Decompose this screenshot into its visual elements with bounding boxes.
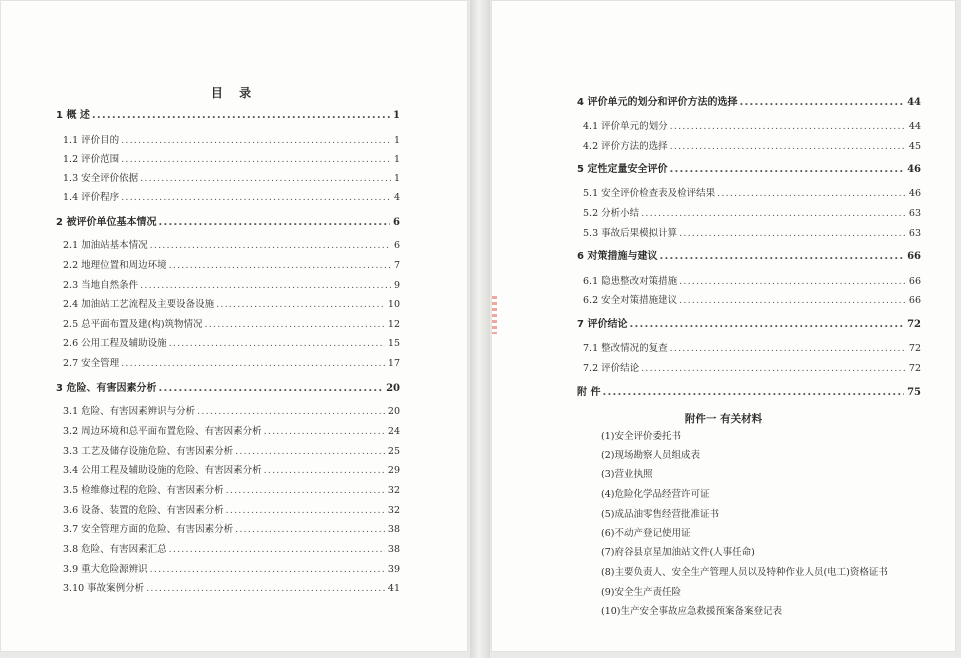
toc-leader-dots xyxy=(602,387,904,399)
toc-entry-label: 1.4 评价程序 xyxy=(63,192,120,203)
toc-leader-dots xyxy=(264,426,385,438)
toc-entry-label: 3.8 危险、有害因素汇总 xyxy=(63,544,167,555)
toc-page-number: 6 xyxy=(393,217,400,228)
toc-chapter-entry xyxy=(56,110,400,122)
toc-entry-label: 5 定性定量安全评价 xyxy=(577,164,668,175)
toc-section-entry xyxy=(63,319,400,331)
toc-entry-label: 3.7 安全管理方面的危险、有害因素分析 xyxy=(63,524,234,535)
toc-page-number: 12 xyxy=(387,319,400,330)
toc-page-number: 44 xyxy=(907,97,921,108)
toc-entry-label: 2.2 地理位置和周边环境 xyxy=(63,260,167,271)
toc-entry-label: 附 件 xyxy=(577,387,601,398)
toc-section-entry xyxy=(583,276,921,288)
toc-leader-dots xyxy=(150,240,391,252)
toc-leader-dots xyxy=(679,228,906,240)
toc-entry-label: 2.4 加油站工艺流程及主要设备设施 xyxy=(63,299,215,310)
toc-leader-dots xyxy=(146,583,385,595)
toc-leader-dots xyxy=(92,110,390,122)
appendix-item: (8)主要负责人、安全生产管理人员以及特种作业人员(电工)资格证书 xyxy=(601,567,888,578)
toc-page-number: 72 xyxy=(908,343,921,354)
toc-entry-label: 2.7 安全管理 xyxy=(63,358,120,369)
toc-section-entry xyxy=(63,358,400,370)
toc-chapter-entry xyxy=(577,164,921,176)
toc-entry-label: 3.1 危险、有害因素辨识与分析 xyxy=(63,406,196,417)
appendix-item: (6)不动产登记使用证 xyxy=(601,528,691,539)
toc-page-number: 38 xyxy=(387,544,400,555)
toc-chapter-entry xyxy=(56,217,400,229)
toc-leader-dots xyxy=(169,338,385,350)
toc-leader-dots xyxy=(235,446,385,458)
toc-page-number: 1 xyxy=(393,135,400,146)
toc-section-entry xyxy=(583,363,921,375)
toc-title: 目 录 xyxy=(210,86,258,100)
toc-section-entry xyxy=(63,299,400,311)
toc-entry-label: 3.6 设备、装置的危险、有害因素分析 xyxy=(63,505,224,516)
appendix-item: (3)营业执照 xyxy=(601,469,653,480)
toc-entry-label: 4.2 评价方法的选择 xyxy=(583,141,668,152)
toc-section-entry xyxy=(63,154,400,166)
toc-section-entry xyxy=(63,260,400,272)
toc-leader-dots xyxy=(121,135,391,147)
toc-entry-label: 1.2 评价范围 xyxy=(63,154,120,165)
toc-page-number: 7 xyxy=(393,260,400,271)
toc-section-entry xyxy=(63,192,400,204)
toc-page-number: 15 xyxy=(387,338,400,349)
toc-leader-dots xyxy=(739,97,904,109)
toc-section-entry xyxy=(63,280,400,292)
appendix-item: (4)危险化学品经营许可证 xyxy=(601,489,710,500)
toc-entry-label: 6.2 安全对策措施建议 xyxy=(583,295,678,306)
toc-entry-label: 6.1 隐患整改对策措施 xyxy=(583,276,678,287)
appendix-item: (1)安全评价委托书 xyxy=(601,431,681,442)
toc-page-number: 75 xyxy=(907,387,921,398)
toc-section-entry xyxy=(583,295,921,307)
toc-leader-dots xyxy=(169,260,391,272)
toc-page-number: 32 xyxy=(387,485,400,496)
toc-leader-dots xyxy=(121,358,385,370)
toc-page-number: 72 xyxy=(908,363,921,374)
toc-entry-label: 4.1 评价单元的划分 xyxy=(583,121,668,132)
toc-chapter-entry xyxy=(56,383,400,395)
toc-leader-dots xyxy=(158,217,390,229)
toc-entry-label: 3.2 周边环境和总平面布置危险、有害因素分析 xyxy=(63,426,262,437)
toc-page-number: 46 xyxy=(907,164,921,175)
toc-leader-dots xyxy=(659,251,904,263)
toc-entry-label: 1 概 述 xyxy=(56,110,90,121)
toc-entry-label: 1.3 安全评价依据 xyxy=(63,173,139,184)
toc-entry-label: 6 对策措施与建议 xyxy=(577,251,658,262)
toc-page-number: 9 xyxy=(393,280,400,291)
toc-page-number: 25 xyxy=(387,446,400,457)
toc-page-number: 29 xyxy=(387,465,400,476)
toc-leader-dots xyxy=(669,164,904,176)
toc-section-entry xyxy=(583,228,921,240)
toc-section-entry xyxy=(63,240,400,252)
toc-page-number: 63 xyxy=(908,228,921,239)
toc-page-number: 1 xyxy=(393,110,400,121)
toc-entry-label: 3.9 重大危险源辨识 xyxy=(63,564,148,575)
toc-page-number: 32 xyxy=(387,505,400,516)
toc-leader-dots xyxy=(226,485,385,497)
toc-page-number: 66 xyxy=(907,251,921,262)
toc-entry-label: 3.5 检维修过程的危险、有害因素分析 xyxy=(63,485,224,496)
toc-page-number: 66 xyxy=(908,295,921,306)
toc-entry-label: 5.2 分析小结 xyxy=(583,208,640,219)
toc-entry-label: 1.1 评价目的 xyxy=(63,135,120,146)
toc-section-entry xyxy=(63,564,400,576)
toc-section-entry xyxy=(63,524,400,536)
toc-section-entry xyxy=(63,446,400,458)
toc-leader-dots xyxy=(717,188,906,200)
toc-page-number: 17 xyxy=(387,358,400,369)
toc-page-number: 46 xyxy=(908,188,921,199)
toc-leader-dots xyxy=(629,319,904,331)
toc-section-entry xyxy=(583,188,921,200)
appendix-item: (10)生产安全事故应急救援预案备案登记表 xyxy=(601,606,783,617)
toc-page-number: 10 xyxy=(387,299,400,310)
toc-page-number: 4 xyxy=(393,192,400,203)
toc-entry-label: 2.6 公用工程及辅助设施 xyxy=(63,338,167,349)
toc-entry-label: 2.3 当地自然条件 xyxy=(63,280,139,291)
toc-chapter-entry xyxy=(577,97,921,109)
toc-leader-dots xyxy=(121,154,391,166)
toc-chapter-entry xyxy=(577,387,921,399)
toc-page-number: 39 xyxy=(387,564,400,575)
toc-section-entry xyxy=(63,485,400,497)
toc-entry-label: 5.1 安全评价检查表及检评结果 xyxy=(583,188,716,199)
toc-chapter-entry xyxy=(577,251,921,263)
toc-entry-label: 3.3 工艺及储存设施危险、有害因素分析 xyxy=(63,446,234,457)
toc-section-entry xyxy=(583,141,921,153)
toc-entry-label: 3.10 事故案例分析 xyxy=(63,583,145,594)
toc-leader-dots xyxy=(641,208,906,220)
toc-section-entry xyxy=(63,505,400,517)
red-stamp-mark xyxy=(492,296,497,334)
toc-page-number: 6 xyxy=(393,240,400,251)
toc-section-entry xyxy=(63,465,400,477)
toc-leader-dots xyxy=(641,363,906,375)
toc-entry-label: 7.1 整改情况的复查 xyxy=(583,343,668,354)
toc-leader-dots xyxy=(169,544,385,556)
toc-page-number: 41 xyxy=(387,583,400,594)
toc-section-entry xyxy=(63,338,400,350)
toc-page-number: 24 xyxy=(387,426,400,437)
toc-leader-dots xyxy=(679,295,906,307)
toc-page-number: 45 xyxy=(908,141,921,152)
toc-page-number: 72 xyxy=(907,319,921,330)
appendix-heading: 附件一 有关材料 xyxy=(684,413,763,425)
toc-leader-dots xyxy=(670,121,906,133)
toc-entry-label: 2.1 加油站基本情况 xyxy=(63,240,148,251)
appendix-item: (2)现场勘察人员组成表 xyxy=(601,450,700,461)
toc-section-entry xyxy=(63,583,400,595)
toc-leader-dots xyxy=(197,406,385,418)
toc-leader-dots xyxy=(150,564,385,576)
toc-section-entry xyxy=(63,406,400,418)
toc-leader-dots xyxy=(679,276,906,288)
appendix-item: (9)安全生产责任险 xyxy=(601,587,681,598)
toc-entry-label: 5.3 事故后果模拟计算 xyxy=(583,228,678,239)
toc-leader-dots xyxy=(216,299,385,311)
toc-leader-dots xyxy=(264,465,385,477)
toc-leader-dots xyxy=(121,192,391,204)
appendix-item: (7)府谷县京星加油站文件(人事任命) xyxy=(601,547,755,558)
toc-page-number: 20 xyxy=(386,383,400,394)
appendix-item: (5)成品油零售经营批准证书 xyxy=(601,509,719,520)
toc-entry-label: 3.4 公用工程及辅助设施的危险、有害因素分析 xyxy=(63,465,262,476)
toc-page-number: 38 xyxy=(387,524,400,535)
toc-section-entry xyxy=(583,208,921,220)
toc-page-number: 1 xyxy=(393,173,400,184)
toc-entry-label: 4 评价单元的划分和评价方法的选择 xyxy=(577,97,738,108)
toc-leader-dots xyxy=(140,280,391,292)
binding-gutter xyxy=(470,0,490,658)
toc-leader-dots xyxy=(235,524,385,536)
toc-section-entry xyxy=(63,135,400,147)
toc-page-number: 63 xyxy=(908,208,921,219)
toc-entry-label: 2 被评价单位基本情况 xyxy=(56,217,157,228)
toc-chapter-entry xyxy=(577,319,921,331)
toc-leader-dots xyxy=(158,383,383,395)
toc-section-entry xyxy=(583,121,921,133)
toc-page-number: 1 xyxy=(393,154,400,165)
toc-entry-label: 7 评价结论 xyxy=(577,319,628,330)
toc-entry-label: 3 危险、有害因素分析 xyxy=(56,383,157,394)
toc-section-entry xyxy=(63,544,400,556)
toc-entry-label: 7.2 评价结论 xyxy=(583,363,640,374)
toc-section-entry xyxy=(63,173,400,185)
toc-page-number: 66 xyxy=(908,276,921,287)
toc-leader-dots xyxy=(670,343,906,355)
toc-leader-dots xyxy=(205,319,385,331)
toc-leader-dots xyxy=(670,141,906,153)
toc-leader-dots xyxy=(140,173,391,185)
toc-leader-dots xyxy=(226,505,385,517)
toc-page-number: 20 xyxy=(387,406,400,417)
toc-entry-label: 2.5 总平面布置及建(构)筑物情况 xyxy=(63,319,203,330)
toc-section-entry xyxy=(583,343,921,355)
toc-section-entry xyxy=(63,426,400,438)
toc-page-number: 44 xyxy=(908,121,921,132)
